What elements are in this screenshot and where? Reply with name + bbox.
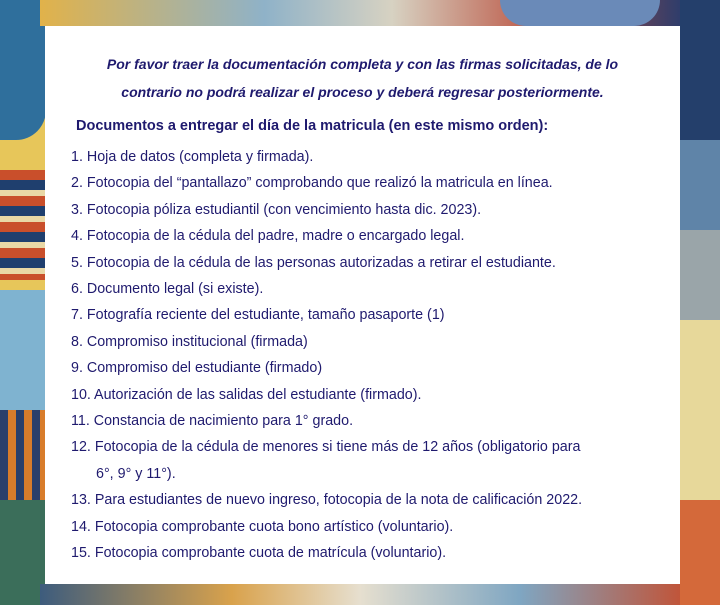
list-item-text: 5. Fotocopia de la cédula de las personas autorizadas a retirar el estudiante. bbox=[71, 254, 556, 271]
list-item bbox=[71, 170, 661, 196]
documents-heading: Documentos a entregar el día de la matricula (en este mismo orden): bbox=[76, 118, 549, 134]
list-item-text: 15. Fotocopia comprobante cuota de matrícula (voluntario). bbox=[71, 545, 447, 562]
list-item bbox=[71, 487, 661, 513]
list-item-continuation: 6°, 9° y 11°). bbox=[96, 465, 176, 482]
list-item-text: 4. Fotocopia de la cédula del padre, madre o encargado legal. bbox=[71, 228, 465, 245]
list-item-text: 10. Autorización de las salidas del estudiante (firmado). bbox=[71, 386, 422, 403]
list-item bbox=[71, 276, 661, 302]
list-item-text: 8. Compromiso institucional (firmada) bbox=[71, 333, 308, 350]
list-item-text: 12. Fotocopia de la cédula de menores si tiene más de 12 años (obligatorio para bbox=[71, 439, 581, 456]
list-item-text: 3. Fotocopia póliza estudiantil (con vencimiento hasta dic. 2023). bbox=[71, 201, 482, 218]
list-item bbox=[71, 408, 661, 434]
list-item-text: 6. Documento legal (si existe). bbox=[71, 281, 264, 298]
documents-list bbox=[71, 144, 661, 567]
list-item bbox=[71, 434, 661, 487]
list-item bbox=[71, 302, 661, 328]
list-item-text: 1. Hoja de datos (completa y firmada). bbox=[71, 149, 314, 165]
list-item-text: 7. Fotografía reciente del estudiante, tamaño pasaporte (1) bbox=[71, 307, 445, 324]
list-item-text: 14. Fotocopia comprobante cuota bono artístico (voluntario). bbox=[71, 518, 454, 535]
list-item bbox=[71, 514, 661, 540]
list-item-text: 9. Compromiso del estudiante (firmado) bbox=[71, 360, 323, 377]
list-item bbox=[71, 382, 661, 408]
list-item bbox=[71, 197, 661, 223]
list-item-text: 2. Fotocopia del “pantallazo” comprobando que realizó la matricula en línea. bbox=[71, 175, 553, 192]
notice-line-1: Por favor traer la documentación completa y con las firmas solicitadas, de lo bbox=[106, 56, 619, 72]
list-item bbox=[71, 250, 661, 276]
list-item bbox=[71, 144, 661, 170]
list-item bbox=[71, 355, 661, 381]
list-item bbox=[71, 223, 661, 249]
list-item bbox=[71, 540, 661, 566]
notice-line-2: contrario no podrá realizar el proceso y deberá regresar posteriormente. bbox=[121, 84, 604, 100]
document-card bbox=[45, 26, 680, 584]
notice-text bbox=[45, 50, 680, 106]
list-item-text: 11. Constancia de nacimiento para 1° grado. bbox=[71, 413, 354, 430]
list-item-text: 13. Para estudiantes de nuevo ingreso, fotocopia de la nota de calificación 2022. bbox=[71, 492, 583, 509]
list-item bbox=[71, 329, 661, 355]
